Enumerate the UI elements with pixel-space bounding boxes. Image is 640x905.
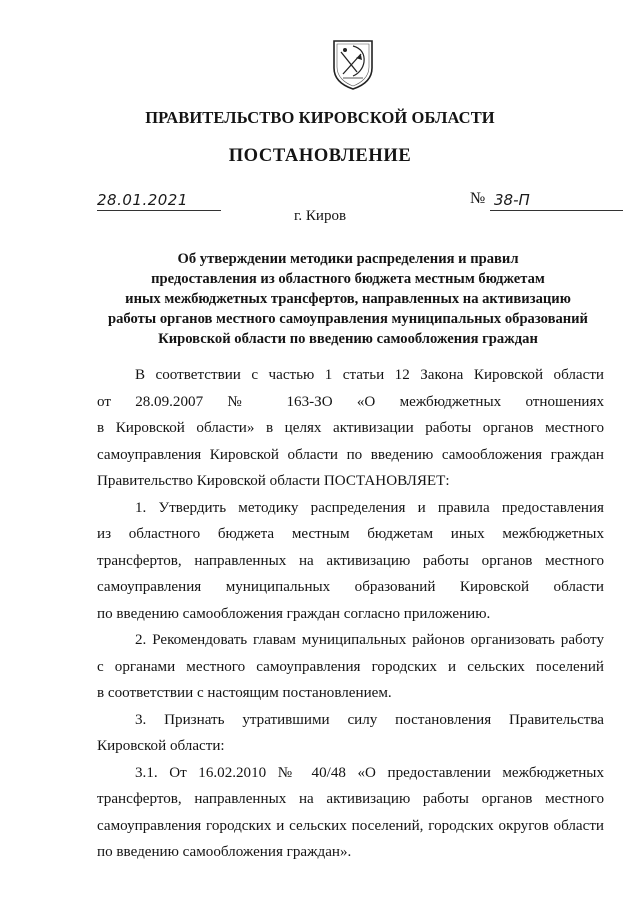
- subject-line: работы органов местного самоуправления муниципальных образований: [108, 311, 588, 327]
- text-line: 3. Признать утратившими силу постановления Правительства: [135, 711, 604, 728]
- text-line: из областного бюджета местным бюджетам иных межбюджетных: [97, 526, 604, 542]
- text-line: Кировской области:: [97, 738, 225, 754]
- city-label: г. Киров: [293, 208, 347, 224]
- document-type-title: ПОСТАНОВЛЕНИЕ: [228, 146, 412, 166]
- text-line: 1. Утвердить методику распределения и правила предоставления: [135, 499, 604, 516]
- text-line: 3.1. От 16.02.2010 № 40/48 «О предоставлении межбюджетных: [135, 764, 604, 781]
- text-line: в соответствии с настоящим постановлением.: [97, 685, 392, 701]
- text-line: самоуправления городских и сельских поселений, городских округов области: [97, 817, 604, 834]
- text-line: трансфертов, направленных на активизацию работы органов местного: [97, 791, 604, 807]
- text-line: по введению самообложения граждан».: [97, 844, 352, 860]
- paragraph-item-3-1: [97, 760, 604, 866]
- text-line: самоуправления Кировской области по введению самообложения граждан: [97, 446, 604, 463]
- text-line: трансфертов, направленных на активизацию работы органов местного: [97, 552, 604, 569]
- text-line: самоуправления муниципальных образований Кировской области: [97, 579, 604, 595]
- coat-of-arms-emblem: [331, 38, 375, 90]
- handwritten-date: 28.01.2021: [97, 191, 188, 209]
- text-line: В соответствии с частью 1 статьи 12 Закона Кировской области: [135, 367, 604, 383]
- text-line: в Кировской области» в целях активизации работы органов местного: [97, 420, 604, 436]
- text-line: по введению самообложения граждан согласно приложению.: [97, 605, 491, 622]
- text-line: Правительство Кировской области ПОСТАНОВЛЯЕТ:: [97, 473, 450, 489]
- subject-line: Кировской области по введению самообложения граждан: [158, 331, 538, 347]
- text-line: 2. Рекомендовать главам муниципальных районов организовать работу: [135, 632, 604, 648]
- document-subject: [88, 249, 608, 349]
- subject-line: иных межбюджетных трансфертов, направленных на активизацию: [125, 291, 571, 307]
- paragraph-item-2: [97, 627, 604, 707]
- paragraph-item-1: [97, 495, 604, 628]
- document-body: [97, 362, 604, 866]
- number-sign: №: [470, 190, 486, 207]
- paragraph-preamble: [97, 362, 604, 495]
- government-title: ПРАВИТЕЛЬСТВО КИРОВСКОЙ ОБЛАСТИ: [145, 108, 495, 127]
- subject-line: предоставления из областного бюджета местным бюджетам: [151, 271, 545, 287]
- handwritten-number: 38-П: [494, 191, 530, 209]
- text-line: от 28.09.2007 № 163-ЗО «О межбюджетных отношениях: [97, 393, 604, 410]
- text-line: с органами местного самоуправления городских и сельских поселений: [97, 658, 604, 675]
- subject-line: Об утверждении методики распределения и правил: [177, 251, 519, 267]
- paragraph-item-3: [97, 707, 604, 760]
